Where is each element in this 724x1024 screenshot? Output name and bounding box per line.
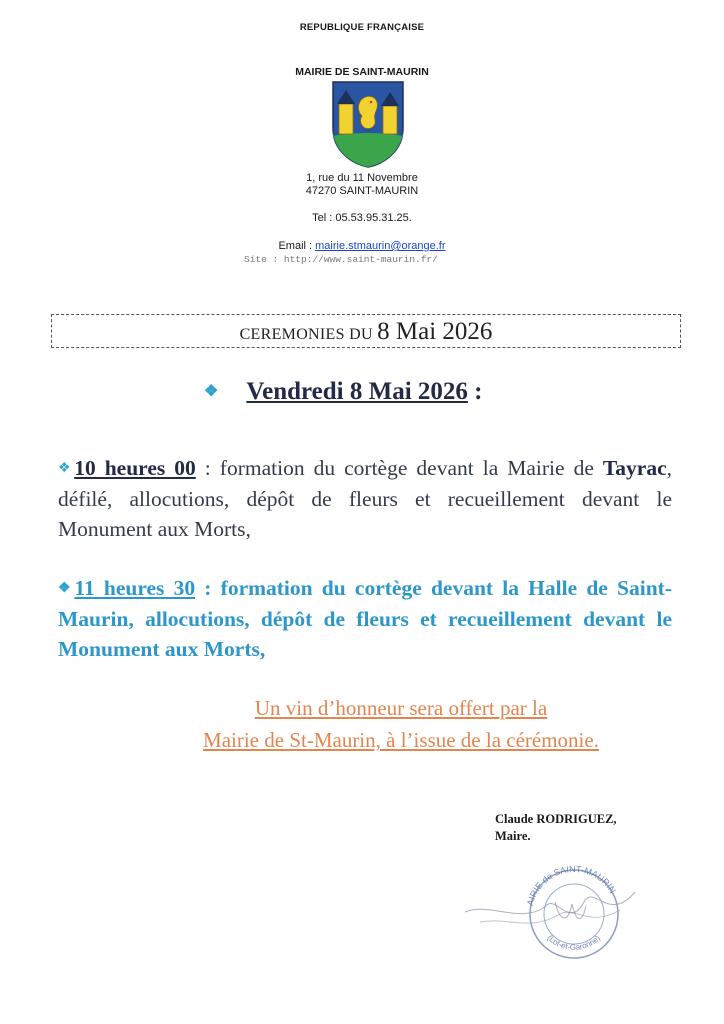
event-2-paragraph: [58, 573, 672, 664]
event-1-text-b: , défilé, allocutions, dépôt de fleurs et recueillement devant le Monument aux Morts,: [58, 456, 672, 541]
phone-number: Tel : 05.53.95.31.25.: [312, 212, 412, 224]
signatory-name: Claude RODRIGUEZ,: [495, 812, 617, 826]
email-line: [0, 240, 724, 252]
stamp-bottom-text: (Lot-et-Garonne): [545, 933, 603, 952]
date-heading-suffix: :: [467, 378, 483, 405]
address-line2: 47270 SAINT-MAURIN: [305, 185, 419, 197]
event-2-text: : formation du cortège devant la Halle de Saint-Maurin, allocutions, dépôt de fleurs et recueillement devant le Monument aux Morts,: [58, 576, 672, 661]
diamond-bullet-icon: ❖: [58, 581, 75, 596]
date-heading-text: Vendredi 8 Mai 2026: [246, 378, 468, 405]
vin-honneur-line2: Mairie de St-Maurin, à l’issue de la cérémonie.: [203, 728, 599, 752]
title-prefix: CEREMONIES DU: [239, 326, 378, 343]
event-1-text-a: : formation du cortège devant la Mairie de: [195, 456, 603, 480]
address-line1: 1, rue du 11 Novembre: [306, 172, 418, 184]
signatory-role: Maire.: [495, 829, 531, 843]
date-heading: [204, 378, 482, 406]
vin-honneur-line1: Un vin d’honneur sera offert par la: [254, 696, 548, 720]
event-1-place: Tayrac: [602, 456, 667, 480]
diamond-bullet-icon: ❖: [58, 461, 75, 476]
stamp-top-text: AIRIE de SAINT-MAURIN: [524, 863, 618, 907]
ceremony-title-box: [51, 314, 681, 348]
diamond-bullet-icon: ❖: [204, 383, 219, 400]
event-1-paragraph: [58, 453, 672, 544]
official-stamp: [460, 862, 640, 962]
email-label: Email :: [278, 240, 316, 252]
website-line: Site : http://www.saint-maurin.fr/: [244, 254, 438, 265]
event-1-time: 10 heures 00: [74, 456, 196, 480]
republique-label: REPUBLIQUE FRANÇAISE: [299, 22, 425, 33]
coat-of-arms-icon: [331, 80, 405, 168]
mairie-title: MAIRIE DE SAINT-MAURIN: [295, 66, 429, 78]
email-link[interactable]: mairie.stmaurin@orange.fr: [315, 240, 446, 252]
title-date: 8 Mai 2026: [377, 318, 493, 345]
event-2-time: 11 heures 30: [74, 576, 196, 600]
